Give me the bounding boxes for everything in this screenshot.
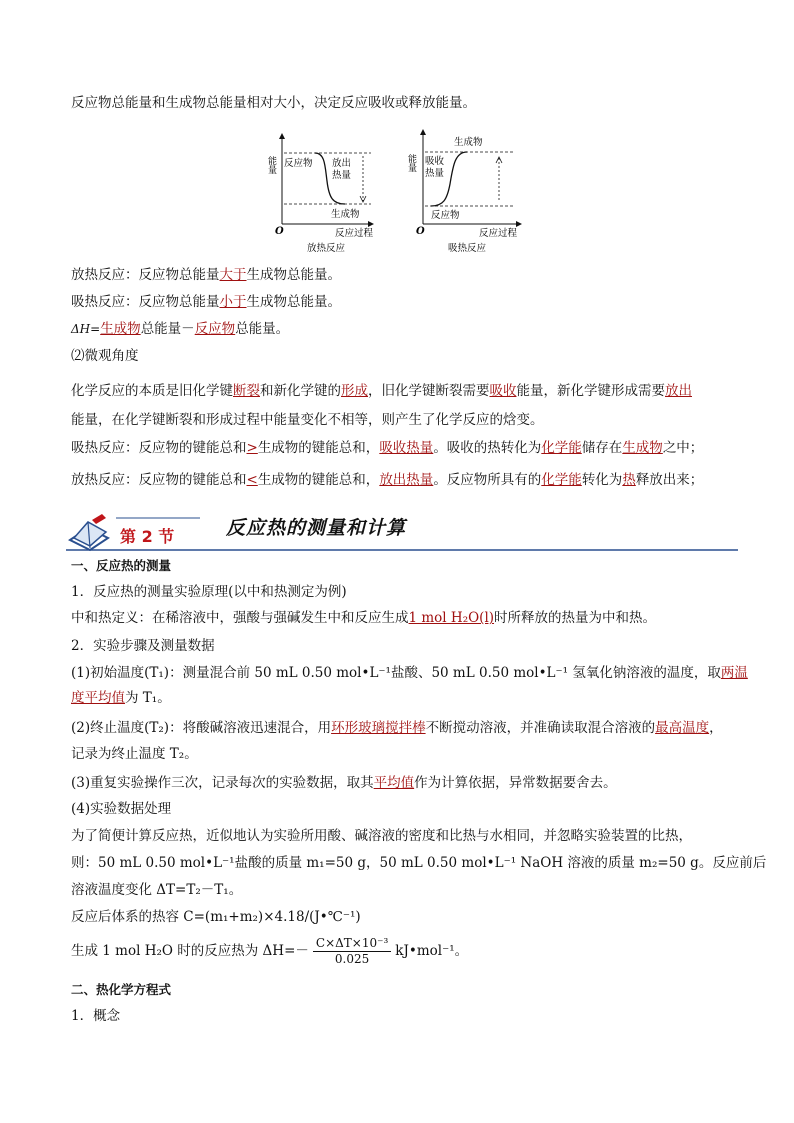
answer-blank: > xyxy=(246,440,258,456)
heading-thermo-equation: 二、热化学方程式 xyxy=(71,982,172,997)
para-reaction-heat: 生成 1 mol H₂O 时的反应热为 ΔH=－ $\frac{\text{C×ΔT×10⁻³}}{0.025}$ kJ•mol⁻¹。 xyxy=(71,936,469,966)
right-product-label: 生成物 xyxy=(454,137,483,148)
para-steps: 2．实验步骤及测量数据 xyxy=(71,638,215,654)
left-ylabel: 能量 xyxy=(266,156,276,174)
energy-diagram-figure xyxy=(255,126,545,258)
essence-line-2: 能量，在化学键断裂和形成过程中能量变化不相等，则产生了化学反应的焓变。 xyxy=(71,412,544,428)
para-mass: 则：50 mL 0.50 mol•L⁻¹盐酸的质量 m₁=50 g，50 mL 0.50 mol•L⁻¹ NaOH 溶液的质量 m₂=50 g。反应前后 xyxy=(71,855,767,871)
intro-text: 反应物总能量和生成物总能量相对大小，决定反应吸收或释放能量。 xyxy=(71,95,476,111)
answer-blank: 热 xyxy=(622,472,636,488)
endothermic-diagram xyxy=(406,132,519,254)
answer-blank: 环形玻璃搅拌棒 xyxy=(331,720,426,736)
para-heat-capacity: 反应后体系的热容 C=(m₁+m₂)×4.18/(J•℃⁻¹) xyxy=(71,909,361,925)
answer-blank: 最高温度 xyxy=(655,720,710,736)
answer-blank: 吸收 xyxy=(489,383,517,399)
answer-blank: 生成物 xyxy=(622,440,663,456)
exothermic-bond-line: 放热反应：反应物的键能总和<生成物的键能总和，放出热量。反应物所具有的化学能转化为热释放出来； xyxy=(71,472,704,488)
answer-blank: 化学能 xyxy=(541,440,582,456)
para-definition: 中和热定义：在稀溶液中，强酸与强碱发生中和反应生成1 mol H₂O(l)时所释放的热量为中和热。 xyxy=(71,610,657,626)
left-product-label: 生成物 xyxy=(331,209,360,220)
right-heat-label-1: 吸收 xyxy=(425,156,445,167)
answer-blank: 度平均值 xyxy=(71,690,125,706)
section-title: 反应热的测量和计算 xyxy=(226,517,407,539)
endothermic-bond-line: 吸热反应：反应物的键能总和>生成物的键能总和，吸收热量。吸收的热转化为化学能储存在生成物之中； xyxy=(71,440,704,456)
para-initial-temp: (1)初始温度(T₁)：测量混合前 50 mL 0.50 mol•L⁻¹盐酸、50 mL 0.50 mol•L⁻¹ 氢氧化钠溶液的温度，取两温 xyxy=(71,665,748,681)
essence-line-1: 化学反应的本质是旧化学键断裂和新化学键的形成，旧化学键断裂需要吸收能量，新化学键形成需要放出 xyxy=(71,383,692,399)
section-header xyxy=(66,510,738,554)
answer-blank: 生成物 xyxy=(100,321,141,337)
right-xlabel: 反应过程 xyxy=(479,228,518,239)
answer-blank: 1 mol H₂O(l) xyxy=(408,610,495,626)
para-repeat: (3)重复实验操作三次，记录每次的实验数据，取其平均值作为计算依据，异常数据要舍去。 xyxy=(71,775,617,791)
para-initial-temp-cont: 度平均值为 T₁。 xyxy=(71,690,171,706)
exothermic-diagram xyxy=(266,136,374,254)
heading-measurement: 一、反应热的测量 xyxy=(71,558,172,573)
left-caption: 放热反应 xyxy=(307,243,346,254)
right-reactant-label: 反应物 xyxy=(431,210,460,221)
para-final-temp-cont: 记录为终止温度 T₂。 xyxy=(71,746,198,762)
right-heat-label-2: 热量 xyxy=(425,168,445,179)
section-number: 第 2 节 xyxy=(120,527,175,546)
para-principle: 1．反应热的测量实验原理(以中和热测定为例) xyxy=(71,584,347,600)
right-ylabel: 能量 xyxy=(406,154,416,172)
answer-blank: 吸收热量 xyxy=(379,440,434,456)
fraction: $\frac{\text{C×ΔT×10⁻³}}{0.025}$ xyxy=(313,936,391,967)
left-heat-label-1: 放出 xyxy=(332,158,352,169)
answer-blank: 放出热量 xyxy=(379,472,434,488)
para-delta-t: 溶液温度变化 ΔT=T₂－T₁。 xyxy=(71,882,243,898)
right-origin: O xyxy=(416,226,425,237)
delta-h-line: ΔH=生成物总能量－反应物总能量。 xyxy=(71,321,290,337)
answer-blank: 两温 xyxy=(720,665,748,681)
answer-blank: 平均值 xyxy=(373,775,415,791)
answer-blank: 化学能 xyxy=(541,472,582,488)
left-origin: O xyxy=(275,226,284,237)
answer-blank: 大于 xyxy=(219,267,247,283)
answer-blank: 反应物 xyxy=(194,321,236,337)
answer-blank: 形成 xyxy=(341,383,368,399)
answer-blank: 小于 xyxy=(219,294,247,310)
answer-blank: 断裂 xyxy=(233,383,260,399)
micro-heading: ⑵微观角度 xyxy=(71,348,139,364)
left-xlabel: 反应过程 xyxy=(335,228,374,239)
endothermic-line: 吸热反应：反应物总能量小于生成物总能量。 xyxy=(71,294,341,310)
exothermic-line: 放热反应：反应物总能量大于生成物总能量。 xyxy=(71,267,341,283)
right-caption: 吸热反应 xyxy=(448,243,487,254)
para-concept: 1．概念 xyxy=(71,1008,121,1024)
para-approx: 为了简便计算反应热，近似地认为实验所用酸、碱溶液的密度和比热与水相同，并忽略实验装置的比热， xyxy=(71,828,692,844)
left-reactant-label: 反应物 xyxy=(284,158,313,169)
answer-blank: < xyxy=(246,472,258,488)
left-heat-label-2: 热量 xyxy=(332,170,352,181)
answer-blank: 放出 xyxy=(665,383,692,399)
para-final-temp: (2)终止温度(T₂)：将酸碱溶液迅速混合，用环形玻璃搅拌棒不断搅动溶液，并准确读取混合溶液的最高温度， xyxy=(71,720,723,736)
para-processing: (4)实验数据处理 xyxy=(71,801,172,817)
